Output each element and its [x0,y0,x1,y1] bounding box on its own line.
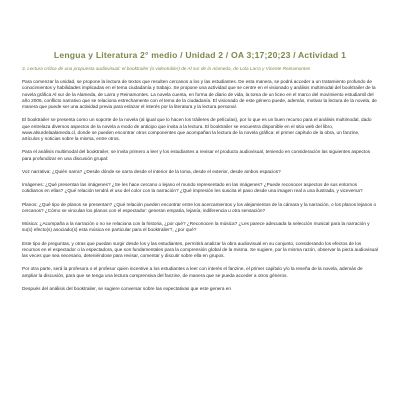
paragraph-planos: Planos: ¿Qué tipo de planos se presentan? ¿Qué relación pueden encontrar entre los acercamientos y los alejamientos de la cámara y la narración, o los planos lejanos o cercanos? ¿Cómo se vinculan los planos con el espectador: generan empatía, lejanía, indiferencia u otra sensación? [22,201,377,213]
spacer [22,110,378,117]
spacer [22,259,378,266]
spacer [22,279,378,286]
paragraph-despues: Después del análisis del booktrailer, se sugiere conversar sobre las expectativas que este genera en [22,285,231,291]
paragraph-preguntas: Este tipo de preguntas, y otras que puedan surgir desde los y las estudiantes, permitirá analizar la obra audiovisual en su conjunto, considerando los efectos de los recursos en el espectador o la espectadora, que son fundamentales para la comprensión global de la misma. Se sugiere, por la misma razón, observar la pieza audiovisual las veces que sea necesario, deteniéndose para revisar, comentar y discutir sobre ella en grupos. [22,240,378,259]
spacer [22,175,378,182]
spacer [22,214,378,221]
paragraph-intro: Para comenzar la unidad, se propone la lectura de textos que resulten cercanos a los y las estudiantes. De esta manera, se podrá acceder a un tratamiento profundo de conocimientos y habilidades implicadas en el tema ciudadanía y trabajo. Se propone una actividad que se centre en el visionado y análisis multimodal del booktrailer de la novela gráfica Al sur de la Alameda, de Larra y Reinamontes. La novela cuenta, en forma de diario de vida, la toma de un liceo en el marco del movimiento estudiantil del año 2006, conflicto narrativo que se relaciona estrechamente con el tema de la ciudadanía. El visionado de este género puede, además, motivar la lectura de la novela, de manera que puede ser una actividad previa para enlazar el interés por la literatura y la lectura personal. [22,79,377,110]
spacer [22,195,378,202]
paragraph-voz-narrativa: Voz narrativa: ¿Quién narra? ¿Desde dónde se narra desde el interior de la toma, desde el exterior, desde ambos espacios? [22,168,281,174]
paragraph-analysis: Para el análisis multimodal del booktrailer, se invita primero a leer y los estudiantes a revisar el producto audiovisual, teniendo en consideración las siguientes aspectos para profundizar en una discusión grupal: [22,149,371,161]
spacer [22,234,378,241]
paragraph-imagenes: Imágenes: ¿Qué presentan las imágenes? ¿Se les hace cercano o lejano el mundo representado en las imágenes? ¿Puede reconocer aspectos de sus entornos cotidianos en ellas? ¿Qué relación tendrá el uso del color con la narración? ¿Qué impresión les suscita el paso desde una imagen real a una ilustrada, y viceversa? [22,182,363,194]
spacer [22,162,378,169]
page-title: Lengua y Literatura 2° medio / Unidad 2 / OA 3;17;20;23 / Actividad 1 [53,50,347,60]
spacer [22,142,378,149]
paragraph-musica: Música: ¿Acompaña a la narración o no se relaciona con la historia, ¿por qué? ¿Reconocen la música? ¿Les parece adecuada la selección musical para la narración y su(s) efecto(s) asociado(s) esta música en particular para el booktrailer?, ¿por qué? [22,221,370,233]
paragraph-booktrailer: El booktrailer se presenta como un soporte de la novela (al igual que lo hacen los tráileres de películas), por lo que es un buen recurso para el análisis multimodal, dado que entrelaza diversos aspectos de la novela a modo de anticipo que invita a la lectura. El booktrailer se encuentra disponible en el sitio web del libro, www.alsurdelaalameda.cl, donde se pueden encontrar otros componentes que acompañan la lectura de la novela gráfica: el primer capítulo de la obra, un fanzine, artículos y noticias sobre la misma, entre otros. [22,117,372,142]
section-subtitle: 3. Lectura crítica de una propuesta audiovisual: el booktrailer (o videotráiler) de Al sur de la Alameda, de Lola Larra y Vicente Reinamontes [22,66,311,71]
spacer [22,72,378,79]
paragraph-fanzine: Por otra parte, será la profesora o el profesor quien incentive a los estudiantes a leer con interés el fanzine, el primer capítulo y/o la reseña de la novela, además de ampliar la discusión, para que se tenga una lectura comprensiva del fanzine, de manera que se pueda acceder a otros géneros. [22,266,363,278]
